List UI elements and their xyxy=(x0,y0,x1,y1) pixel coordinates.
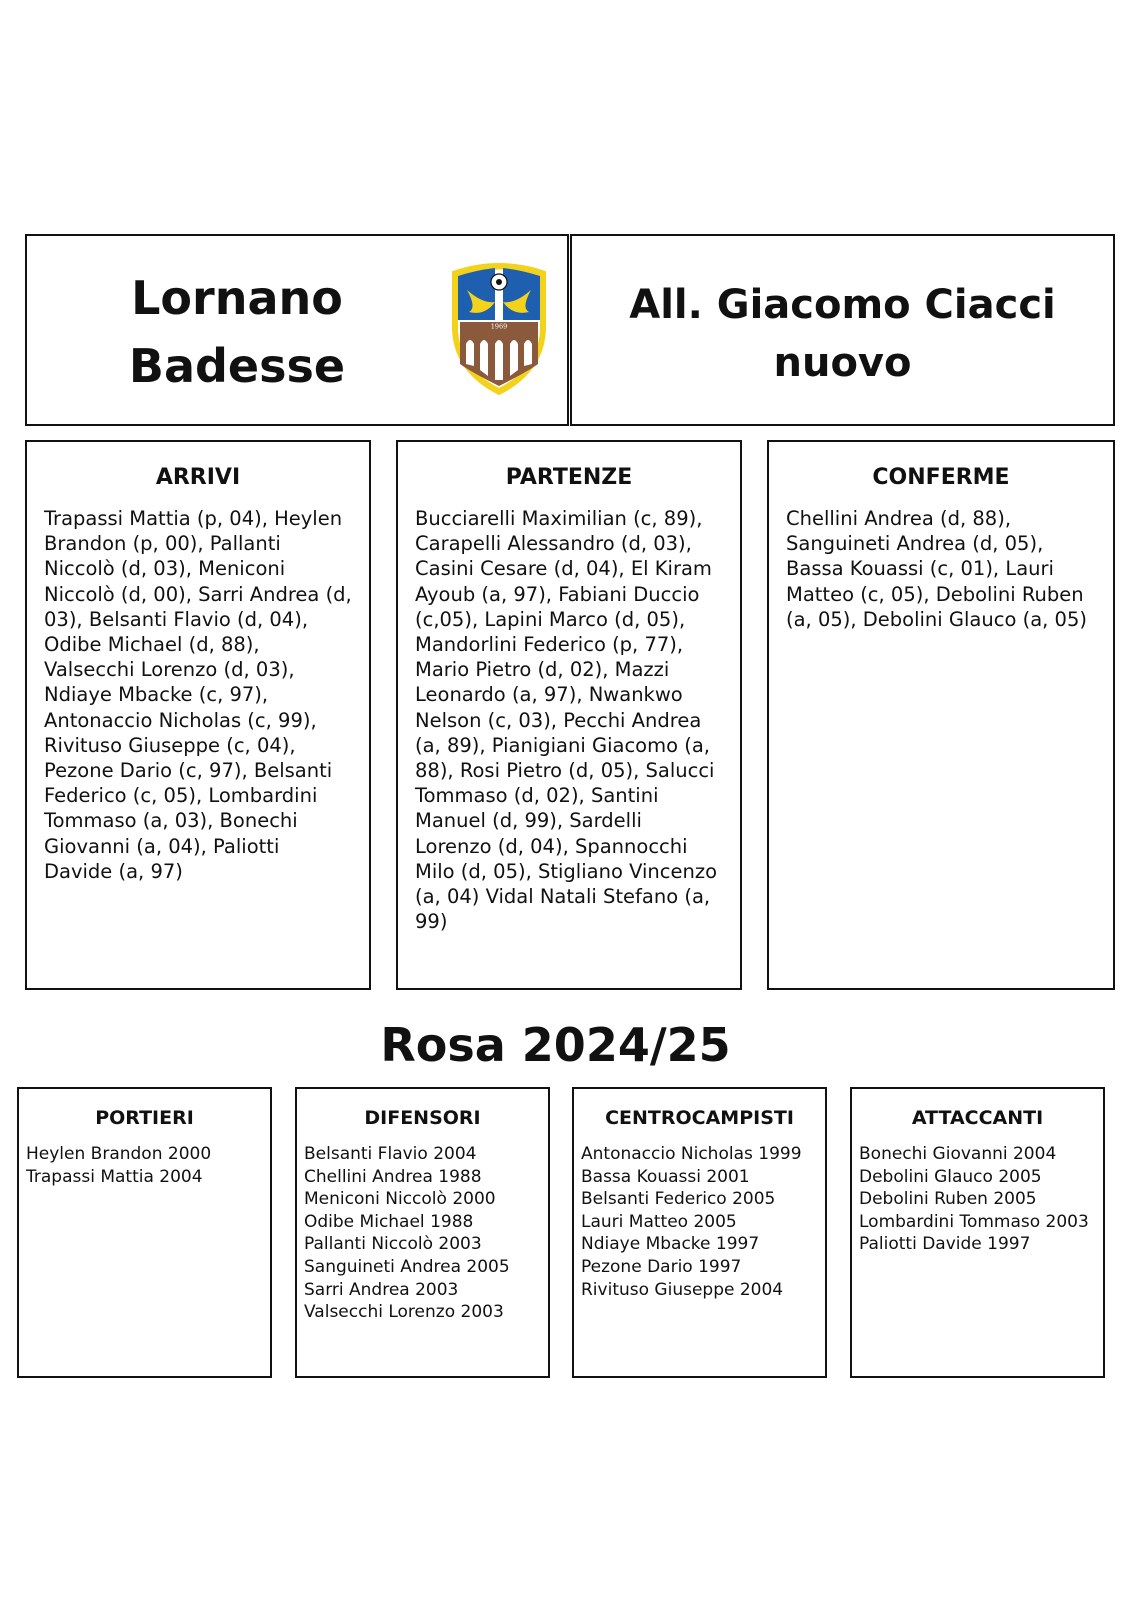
player-item: Pezone Dario 1997 xyxy=(581,1256,742,1277)
team-header-box xyxy=(25,234,569,426)
player-item: Sanguineti Andrea 2005 xyxy=(304,1256,510,1277)
difensori-list xyxy=(297,1143,548,1324)
arrivi-title: ARRIVI xyxy=(155,465,241,490)
coach-line2: nuovo xyxy=(773,340,912,386)
arrivi-text: Trapassi Mattia (p, 04), Heylen Brandon (p, 00), Pallanti Niccolò (d, 03), Meniconi Niccolò (d, 00), Sarri Andrea (d, 03), Belsanti Flavio (d, 04), Odibe Michael (d, 88), Valsecchi Lorenzo (d, 03), Ndiaye Mbacke (c, 97), Antonaccio Nicholas (c, 99), Rivituso Giuseppe (c, 04), Pezone Dario (c, 97), Belsanti Federico (c, 05), Lombardini Tommaso (a, 03), Bonechi Giovanni (a, 04), Paliotti Davide (a, 97) xyxy=(44,507,352,883)
player-item: Bassa Kouassi 2001 xyxy=(581,1166,750,1187)
conferme-text: Chellini Andrea (d, 88), Sanguineti Andrea (d, 05), Bassa Kouassi (c, 01), Lauri Matteo (c, 05), Debolini Ruben (a, 05), Debolini Glauco (a, 05) xyxy=(786,507,1087,631)
team-name xyxy=(77,264,397,400)
player-item: Lauri Matteo 2005 xyxy=(581,1211,737,1232)
attaccanti-title: ATTACCANTI xyxy=(911,1107,1044,1129)
coach-line1: All. Giacomo Ciacci xyxy=(629,282,1056,328)
player-item: Debolini Ruben 2005 xyxy=(859,1189,1037,1210)
attaccanti-list xyxy=(852,1143,1103,1256)
portieri-list xyxy=(19,1143,270,1188)
attaccanti-box xyxy=(850,1087,1105,1378)
portieri-box xyxy=(17,1087,272,1378)
coach-header-box xyxy=(570,234,1115,426)
player-item: Trapassi Mattia 2004 xyxy=(26,1166,203,1187)
crest-year: 1969 xyxy=(490,322,508,331)
partenze-box xyxy=(396,440,742,990)
centrocampisti-list xyxy=(574,1143,825,1301)
player-item: Odibe Michael 1988 xyxy=(304,1211,474,1232)
player-item: Pallanti Niccolò 2003 xyxy=(304,1234,482,1255)
rosa-title: Rosa 2024/25 xyxy=(380,1018,731,1072)
player-item: Sarri Andrea 2003 xyxy=(304,1279,459,1300)
player-item: Belsanti Flavio 2004 xyxy=(304,1144,477,1164)
team-name-line2: Badesse xyxy=(128,339,346,393)
player-item: Rivituso Giuseppe 2004 xyxy=(581,1279,784,1300)
player-item: Antonaccio Nicholas 1999 xyxy=(581,1144,802,1164)
player-item: Meniconi Niccolò 2000 xyxy=(304,1189,496,1210)
conferme-title: CONFERME xyxy=(872,465,1010,490)
player-item: Bonechi Giovanni 2004 xyxy=(859,1144,1057,1164)
player-item: Heylen Brandon 2000 xyxy=(26,1144,212,1164)
difensori-title: DIFENSORI xyxy=(364,1107,481,1129)
player-item: Chellini Andrea 1988 xyxy=(304,1166,482,1187)
player-item: Lombardini Tommaso 2003 xyxy=(859,1211,1089,1232)
centrocampisti-box xyxy=(572,1087,827,1378)
player-item: Belsanti Federico 2005 xyxy=(581,1189,776,1210)
partenze-title: PARTENZE xyxy=(505,465,633,490)
centrocampisti-title: CENTROCAMPISTI xyxy=(605,1107,794,1129)
difensori-box xyxy=(295,1087,550,1378)
portieri-title: PORTIERI xyxy=(95,1107,194,1129)
coach-info xyxy=(572,276,1113,392)
conferme-box xyxy=(767,440,1115,990)
arrivi-box xyxy=(25,440,371,990)
player-item: Paliotti Davide 1997 xyxy=(859,1234,1031,1255)
team-name-line1: Lornano xyxy=(131,271,343,325)
player-item: Valsecchi Lorenzo 2003 xyxy=(304,1302,504,1323)
club-crest-logo xyxy=(447,260,551,398)
partenze-text: Bucciarelli Maximilian (c, 89), Carapelli Alessandro (d, 03), Casini Cesare (d, 04), El Kiram Ayoub (a, 97), Fabiani Duccio (c,05), Lapini Marco (d, 05), Mandorlini Federico (p, 77), Mario Pietro (d, 02), Mazzi Leonardo (a, 97), Nwankwo Nelson (c, 03), Pecchi Andrea (a, 89), Pianigiani Giacomo (a, 88), Rosi Pietro (d, 05), Salucci Tommaso (d, 02), Santini Manuel (d, 99), Sardelli Lorenzo (d, 04), Spannocchi Milo (d, 05), Stigliano Vincenzo (a, 04) Vidal Natali Stefano (a, 99) xyxy=(415,507,718,934)
player-item: Ndiaye Mbacke 1997 xyxy=(581,1234,760,1255)
player-item: Debolini Glauco 2005 xyxy=(859,1166,1042,1187)
